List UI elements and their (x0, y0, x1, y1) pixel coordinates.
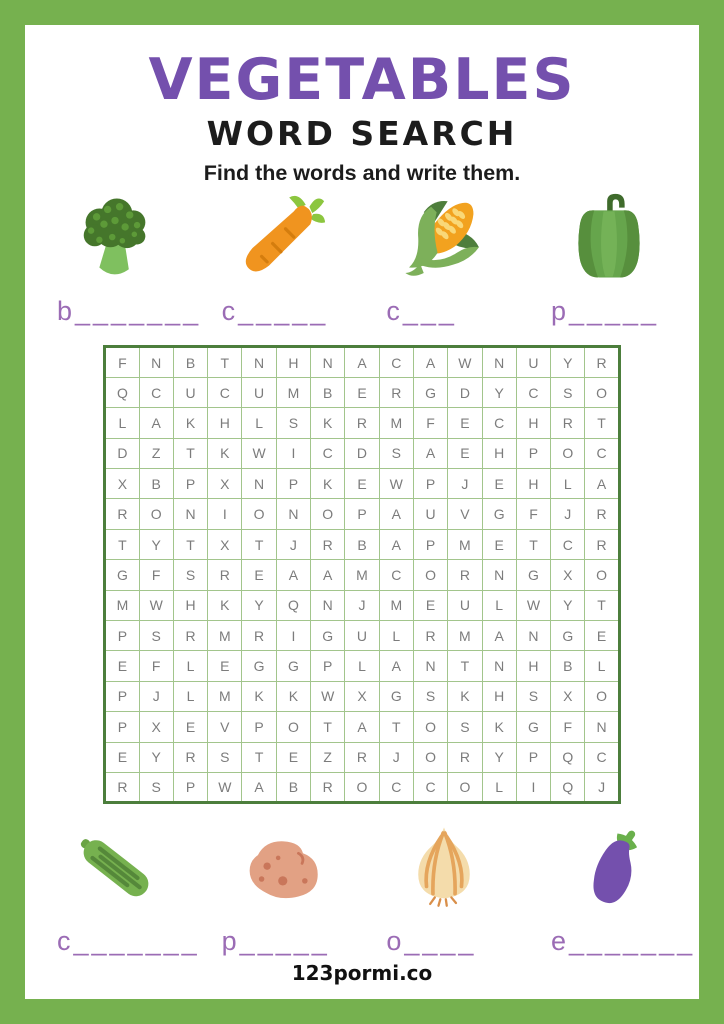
grid-cell: A (242, 772, 276, 802)
grid-cell: O (242, 499, 276, 529)
grid-row (105, 529, 619, 559)
grid-cell: E (208, 651, 242, 681)
instruction-text: Find the words and write them. (203, 161, 521, 186)
grid-cell: W (242, 438, 276, 468)
grid-cell: L (345, 651, 379, 681)
grid-cell: L (173, 651, 207, 681)
grid-cell: E (448, 438, 482, 468)
grid-cell: N (242, 347, 276, 377)
grid-cell: Y (242, 590, 276, 620)
grid-cell: R (585, 499, 619, 529)
grid-cell: V (448, 499, 482, 529)
grid-cell: B (173, 347, 207, 377)
grid-cell: K (311, 408, 345, 438)
grid-cell: K (208, 590, 242, 620)
grid-cell: R (551, 408, 585, 438)
grid-cell: S (448, 712, 482, 742)
grid-cell: C (585, 742, 619, 772)
grid-cell: A (379, 651, 413, 681)
grid-cell: G (482, 499, 516, 529)
grid-cell: A (276, 560, 310, 590)
grid-cell: W (379, 469, 413, 499)
grid-cell: Q (551, 772, 585, 802)
grid-cell: R (345, 408, 379, 438)
grid-cell: T (242, 529, 276, 559)
grid-cell: N (311, 590, 345, 620)
grid-cell: U (516, 347, 550, 377)
grid-cell: O (448, 772, 482, 802)
answer-blank-cucumber: c_______ (57, 926, 200, 957)
grid-cell: P (105, 712, 139, 742)
grid-row (105, 742, 619, 772)
grid-cell: H (482, 438, 516, 468)
grid-cell: P (516, 742, 550, 772)
grid-cell: E (345, 377, 379, 407)
grid-cell: L (551, 469, 585, 499)
grid-cell: R (345, 742, 379, 772)
grid-cell: N (173, 499, 207, 529)
grid-cell: C (516, 377, 550, 407)
grid-cell: F (413, 408, 447, 438)
grid-cell: T (379, 712, 413, 742)
carrot-icon (234, 192, 326, 284)
grid-cell: J (345, 590, 379, 620)
grid-cell: R (448, 742, 482, 772)
grid-cell: E (276, 742, 310, 772)
grid-cell: L (585, 651, 619, 681)
grid-cell: R (585, 529, 619, 559)
grid-cell: W (516, 590, 550, 620)
brand-footer: 123pormi.co (291, 961, 433, 986)
grid-row (105, 408, 619, 438)
grid-row (105, 651, 619, 681)
grid-cell: P (242, 712, 276, 742)
answer-blank-eggplant: e_______ (550, 926, 696, 957)
grid-row (105, 469, 619, 499)
answer-blank-potato: p_____ (221, 926, 330, 957)
grid-cell: V (208, 712, 242, 742)
grid-cell: D (448, 377, 482, 407)
grid-cell: I (276, 621, 310, 651)
grid-cell: R (242, 621, 276, 651)
eggplant-icon (563, 822, 655, 914)
potato-icon (234, 822, 326, 914)
grid-cell: R (208, 560, 242, 590)
answer-item-pepper (529, 192, 689, 325)
grid-row (105, 438, 619, 468)
grid-cell: Y (482, 377, 516, 407)
grid-cell: K (311, 469, 345, 499)
grid-cell: J (585, 772, 619, 802)
grid-cell: R (413, 621, 447, 651)
grid-cell: H (482, 681, 516, 711)
grid-cell: P (413, 469, 447, 499)
grid-cell: W (139, 590, 173, 620)
grid-cell: K (242, 681, 276, 711)
grid-cell: K (448, 681, 482, 711)
grid-cell: A (413, 438, 447, 468)
grid-cell: E (585, 621, 619, 651)
grid-cell: M (208, 621, 242, 651)
grid-cell: F (139, 560, 173, 590)
grid-cell: E (173, 712, 207, 742)
grid-cell: S (276, 408, 310, 438)
grid-cell: D (105, 438, 139, 468)
grid-cell: H (276, 347, 310, 377)
grid-cell: I (516, 772, 550, 802)
grid-cell: O (413, 742, 447, 772)
grid-cell: G (105, 560, 139, 590)
grid-cell: F (139, 651, 173, 681)
grid-cell: O (276, 712, 310, 742)
grid-cell: Y (482, 742, 516, 772)
grid-row (105, 377, 619, 407)
answer-item-onion (364, 822, 524, 955)
grid-row (105, 499, 619, 529)
grid-cell: O (413, 560, 447, 590)
grid-cell: A (413, 347, 447, 377)
grid-cell: C (551, 529, 585, 559)
grid-row (105, 712, 619, 742)
grid-cell: B (345, 529, 379, 559)
grid-cell: W (208, 772, 242, 802)
grid-cell: B (311, 377, 345, 407)
grid-cell: A (379, 529, 413, 559)
grid-cell: A (311, 560, 345, 590)
grid-cell: K (208, 438, 242, 468)
grid-cell: G (276, 651, 310, 681)
grid-cell: O (585, 681, 619, 711)
grid-cell: E (105, 742, 139, 772)
grid-cell: G (311, 621, 345, 651)
grid-cell: A (345, 712, 379, 742)
grid-cell: R (311, 529, 345, 559)
grid-cell: Q (551, 742, 585, 772)
answer-item-broccoli (35, 192, 202, 327)
grid-cell: O (139, 499, 173, 529)
word-grid-body (105, 347, 619, 803)
grid-cell: C (379, 560, 413, 590)
grid-cell: W (448, 347, 482, 377)
answer-blank-onion: o____ (386, 926, 477, 957)
onion-icon (398, 822, 490, 914)
grid-cell: O (551, 438, 585, 468)
grid-cell: Y (551, 347, 585, 377)
grid-cell: P (311, 651, 345, 681)
grid-cell: E (105, 651, 139, 681)
page-title: VEGETABLES (148, 47, 576, 113)
grid-cell: R (105, 499, 139, 529)
grid-cell: L (242, 408, 276, 438)
grid-cell: M (379, 590, 413, 620)
answer-blank-carrot: c_____ (221, 296, 329, 327)
grid-cell: X (551, 681, 585, 711)
grid-cell: G (242, 651, 276, 681)
answer-blank-broccoli: b_______ (57, 296, 202, 327)
grid-cell: R (379, 377, 413, 407)
grid-cell: M (208, 681, 242, 711)
grid-cell: U (448, 590, 482, 620)
grid-cell: T (242, 742, 276, 772)
grid-cell: S (139, 772, 173, 802)
grid-cell: I (276, 438, 310, 468)
grid-cell: H (516, 408, 550, 438)
grid-cell: O (345, 772, 379, 802)
cucumber-icon (69, 822, 161, 914)
grid-cell: J (139, 681, 173, 711)
grid-cell: N (139, 347, 173, 377)
grid-cell: X (139, 712, 173, 742)
page-subtitle: WORD SEARCH (206, 113, 518, 153)
grid-cell: P (345, 499, 379, 529)
grid-row (105, 590, 619, 620)
grid-cell: N (242, 469, 276, 499)
answer-item-corn (364, 192, 524, 325)
grid-cell: P (173, 469, 207, 499)
grid-cell: B (139, 469, 173, 499)
grid-cell: N (482, 347, 516, 377)
grid-cell: H (516, 651, 550, 681)
grid-cell: K (173, 408, 207, 438)
worksheet (25, 25, 699, 999)
grid-cell: R (173, 742, 207, 772)
grid-cell: G (413, 377, 447, 407)
grid-cell: E (345, 469, 379, 499)
grid-cell: U (173, 377, 207, 407)
grid-cell: J (379, 742, 413, 772)
grid-cell: A (585, 469, 619, 499)
grid-cell: Y (139, 742, 173, 772)
grid-cell: H (208, 408, 242, 438)
grid-cell: K (276, 681, 310, 711)
grid-row (105, 621, 619, 651)
grid-cell: O (585, 377, 619, 407)
grid-cell: X (345, 681, 379, 711)
grid-cell: P (276, 469, 310, 499)
grid-cell: M (345, 560, 379, 590)
grid-cell: U (413, 499, 447, 529)
grid-cell: T (516, 529, 550, 559)
grid-cell: J (448, 469, 482, 499)
grid-cell: N (276, 499, 310, 529)
grid-cell: X (208, 529, 242, 559)
grid-cell: G (379, 681, 413, 711)
grid-cell: P (173, 772, 207, 802)
grid-cell: S (379, 438, 413, 468)
grid-cell: R (311, 772, 345, 802)
corn-icon (398, 192, 490, 284)
answer-blank-pepper: p_____ (550, 296, 660, 327)
grid-cell: Y (551, 590, 585, 620)
grid-cell: M (105, 590, 139, 620)
grid-cell: T (208, 347, 242, 377)
grid-cell: C (379, 772, 413, 802)
grid-cell: M (379, 408, 413, 438)
grid-cell: T (105, 529, 139, 559)
grid-cell: C (585, 438, 619, 468)
grid-cell: G (516, 560, 550, 590)
grid-cell: Q (276, 590, 310, 620)
top-answer-row (25, 192, 699, 325)
grid-cell: X (105, 469, 139, 499)
grid-cell: F (105, 347, 139, 377)
grid-cell: O (311, 499, 345, 529)
grid-row (105, 347, 619, 377)
grid-cell: X (551, 560, 585, 590)
grid-cell: N (482, 560, 516, 590)
grid-cell: Z (311, 742, 345, 772)
grid-cell: E (482, 529, 516, 559)
answer-item-cucumber (35, 822, 200, 957)
grid-cell: L (173, 681, 207, 711)
grid-cell: X (208, 469, 242, 499)
grid-cell: P (105, 681, 139, 711)
grid-cell: K (482, 712, 516, 742)
grid-cell: J (551, 499, 585, 529)
grid-cell: T (585, 590, 619, 620)
grid-cell: R (448, 560, 482, 590)
grid-cell: N (311, 347, 345, 377)
grid-cell: N (585, 712, 619, 742)
grid-cell: N (516, 621, 550, 651)
grid-cell: M (276, 377, 310, 407)
grid-cell: S (516, 681, 550, 711)
answer-item-eggplant (529, 822, 696, 957)
answer-blank-corn: c___ (386, 296, 457, 327)
grid-cell: C (139, 377, 173, 407)
grid-cell: L (379, 621, 413, 651)
grid-cell: H (516, 469, 550, 499)
pepper-icon (563, 192, 655, 284)
grid-cell: N (413, 651, 447, 681)
grid-cell: C (208, 377, 242, 407)
grid-cell: S (139, 621, 173, 651)
grid-cell: H (173, 590, 207, 620)
grid-cell: S (413, 681, 447, 711)
grid-cell: Y (139, 529, 173, 559)
grid-cell: Z (139, 438, 173, 468)
grid-cell: O (413, 712, 447, 742)
grid-cell: I (208, 499, 242, 529)
grid-cell: R (585, 347, 619, 377)
grid-cell: R (173, 621, 207, 651)
answer-item-carrot (200, 192, 360, 325)
grid-cell: N (482, 651, 516, 681)
grid-cell: L (105, 408, 139, 438)
grid-cell: A (139, 408, 173, 438)
grid-row (105, 772, 619, 802)
grid-cell: C (311, 438, 345, 468)
grid-cell: D (345, 438, 379, 468)
grid-cell: W (311, 681, 345, 711)
grid-cell: C (413, 772, 447, 802)
grid-cell: T (585, 408, 619, 438)
grid-cell: O (585, 560, 619, 590)
grid-cell: J (276, 529, 310, 559)
grid-cell: C (379, 347, 413, 377)
bottom-answer-row (25, 822, 699, 955)
word-search-grid (103, 345, 620, 804)
grid-cell: U (242, 377, 276, 407)
grid-cell: E (482, 469, 516, 499)
grid-cell: P (516, 438, 550, 468)
grid-cell: M (448, 621, 482, 651)
grid-cell: S (208, 742, 242, 772)
grid-cell: S (173, 560, 207, 590)
grid-cell: T (311, 712, 345, 742)
grid-cell: E (413, 590, 447, 620)
grid-cell: B (551, 651, 585, 681)
grid-row (105, 681, 619, 711)
grid-cell: E (242, 560, 276, 590)
grid-cell: B (276, 772, 310, 802)
grid-cell: M (448, 529, 482, 559)
broccoli-icon (69, 192, 161, 284)
grid-cell: T (173, 529, 207, 559)
grid-cell: A (345, 347, 379, 377)
grid-cell: T (173, 438, 207, 468)
grid-cell: U (345, 621, 379, 651)
grid-cell: P (413, 529, 447, 559)
grid-cell: P (105, 621, 139, 651)
answer-item-potato (200, 822, 360, 955)
grid-cell: G (516, 712, 550, 742)
grid-cell: A (379, 499, 413, 529)
grid-cell: F (516, 499, 550, 529)
grid-cell: S (551, 377, 585, 407)
grid-cell: G (551, 621, 585, 651)
grid-cell: E (448, 408, 482, 438)
grid-row (105, 560, 619, 590)
grid-cell: R (105, 772, 139, 802)
grid-cell: C (482, 408, 516, 438)
grid-cell: Q (105, 377, 139, 407)
grid-cell: F (551, 712, 585, 742)
grid-cell: A (482, 621, 516, 651)
grid-cell: L (482, 590, 516, 620)
grid-cell: L (482, 772, 516, 802)
grid-cell: T (448, 651, 482, 681)
